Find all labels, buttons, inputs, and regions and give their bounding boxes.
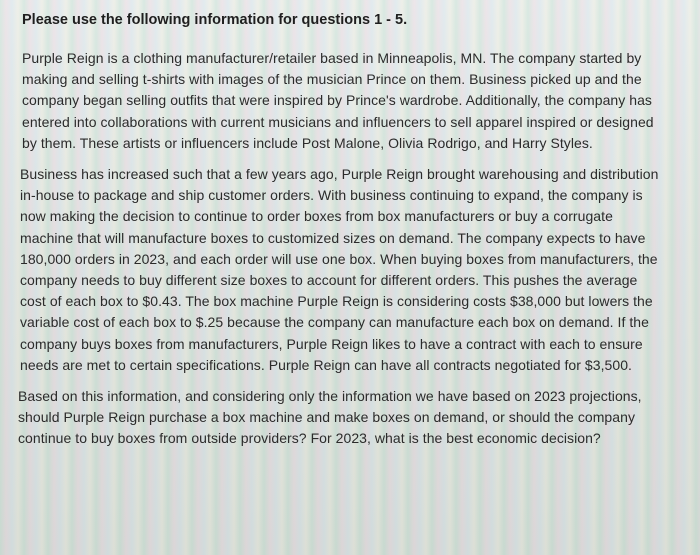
question-prompt-paragraph: Based on this information, and considering only the information we have based on 2023 projections, should Purple Reign purchase a box machine and make boxes on demand, or should the company continue to buy boxes from outside providers? For 2023, what is the best economic decision?: [18, 388, 642, 447]
box-decision-paragraph: Business has increased such that a few years ago, Purple Reign brought warehousing and distribution in-house to package and ship customer orders. With business continuing to expand, the company is now making the decision to continue to order boxes from box manufacturers or buy a corrugate machine that will manufacture boxes to customized sizes on demand. The company expects to have 180,000 orders in 2023, and each order will use one box. When buying boxes from manufacturers, the company needs to buy different size boxes to account for different orders. This pushes the average cost of each box to $0.43. The box machine Purple Reign is considering costs $38,000 but lowers the variable cost of each box to $.25 because the company can manufacture each box on demand. If the company buys boxes from manufacturers, Purple Reign likes to have a contract with each to ensure needs are met to certain specifications. Purple Reign can have all contracts negotiated for $3,500.: [20, 166, 659, 373]
question-heading: Please use the following information for questions 1 - 5.: [22, 12, 408, 28]
company-background-paragraph: Purple Reign is a clothing manufacturer/retailer based in Minneapolis, MN. The company started by making and selling t-shirts with images of the musician Prince on them. Business picked up and the company began selling outfits that were inspired by Prince's wardrobe. Additionally, the company has entered into collaborations with current musicians and influencers to sell apparel inspired or designed by them. These artists or influencers include Post Malone, Olivia Rodrigo, and Harry Styles.: [22, 50, 654, 151]
